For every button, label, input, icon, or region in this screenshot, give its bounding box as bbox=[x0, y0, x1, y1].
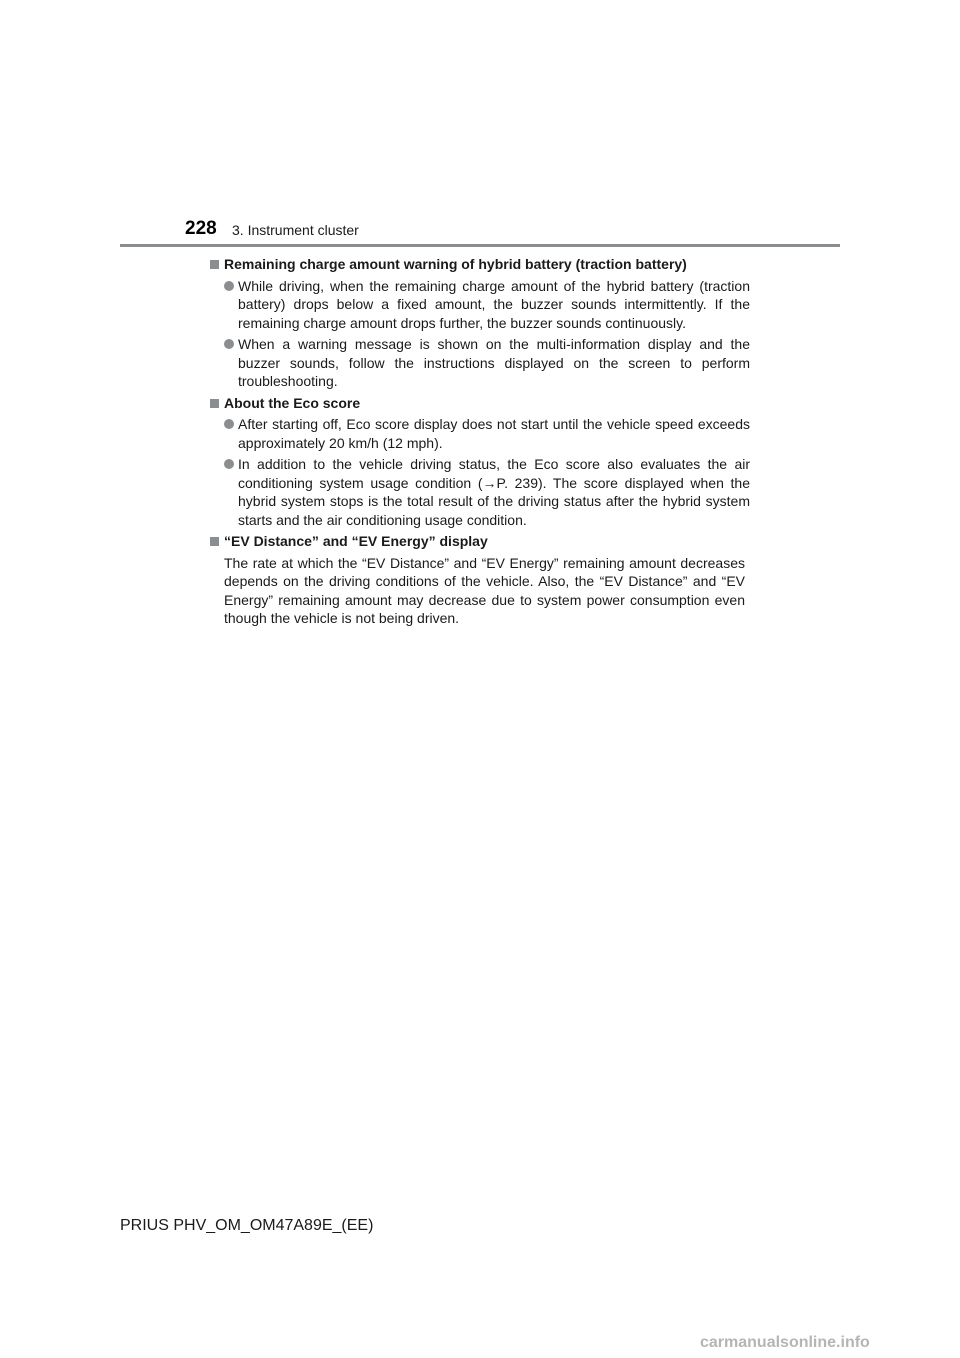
header-rule bbox=[120, 244, 840, 247]
section-heading bbox=[209, 255, 750, 274]
circle-bullet-icon bbox=[224, 459, 234, 469]
square-bullet-icon bbox=[210, 537, 219, 546]
watermark: carmanualsonline.info bbox=[700, 1334, 870, 1351]
list-item-text: After starting off, Eco score display does not start until the vehicle speed exceeds approximately 20 km/h (12 mph). bbox=[238, 416, 750, 451]
list-item bbox=[209, 335, 750, 391]
square-bullet-icon bbox=[210, 399, 219, 408]
list-item-text: In addition to the vehicle driving status, the Eco score also evaluates the air conditioning system usage condition (→P. 239). The score displayed when the hybrid system stops is the total result of the driving status after the hybrid system starts and the air conditioning usage condition. bbox=[238, 456, 750, 528]
list-item-text: When a warning message is shown on the multi-information display and the buzzer sounds, follow the instructions displayed on the screen to perform troubleshooting. bbox=[238, 336, 750, 389]
section-charge-warning bbox=[209, 255, 750, 391]
circle-bullet-icon bbox=[224, 339, 234, 349]
list-item-text: While driving, when the remaining charge amount of the hybrid battery (traction battery) drops below a fixed amount, the buzzer sounds intermittently. If the remaining charge amount drops further, the buzzer sounds continuously. bbox=[238, 277, 750, 331]
section-heading bbox=[209, 532, 750, 551]
circle-bullet-icon bbox=[224, 281, 234, 291]
section-heading-text: “EV Distance” and “EV Energy” display bbox=[224, 533, 488, 549]
footer-model-code: PRIUS PHV_OM_OM47A89E_(EE) bbox=[120, 1217, 374, 1234]
section-heading bbox=[209, 394, 750, 413]
square-bullet-icon bbox=[210, 260, 219, 269]
list-item bbox=[209, 455, 750, 529]
section-heading-text: Remaining charge amount warning of hybrid battery (traction battery) bbox=[224, 256, 687, 272]
list-item bbox=[209, 277, 750, 333]
list-item bbox=[209, 415, 750, 452]
section-ev-display bbox=[209, 532, 750, 628]
section-paragraph: The rate at which the “EV Distance” and “EV Energy” remaining amount decreases depends on the driving conditions of the vehicle. Also, the “EV Distance” and “EV Energy” remaining amount may decrease due to system power consumption even though the vehicle is not being driven. bbox=[224, 554, 745, 626]
circle-bullet-icon bbox=[224, 419, 234, 429]
page-number: 228 bbox=[185, 218, 217, 239]
page-content bbox=[209, 255, 750, 631]
section-heading-text: About the Eco score bbox=[224, 394, 361, 411]
section-eco-score bbox=[209, 394, 750, 530]
chapter-title: 3. Instrument cluster bbox=[232, 222, 359, 238]
